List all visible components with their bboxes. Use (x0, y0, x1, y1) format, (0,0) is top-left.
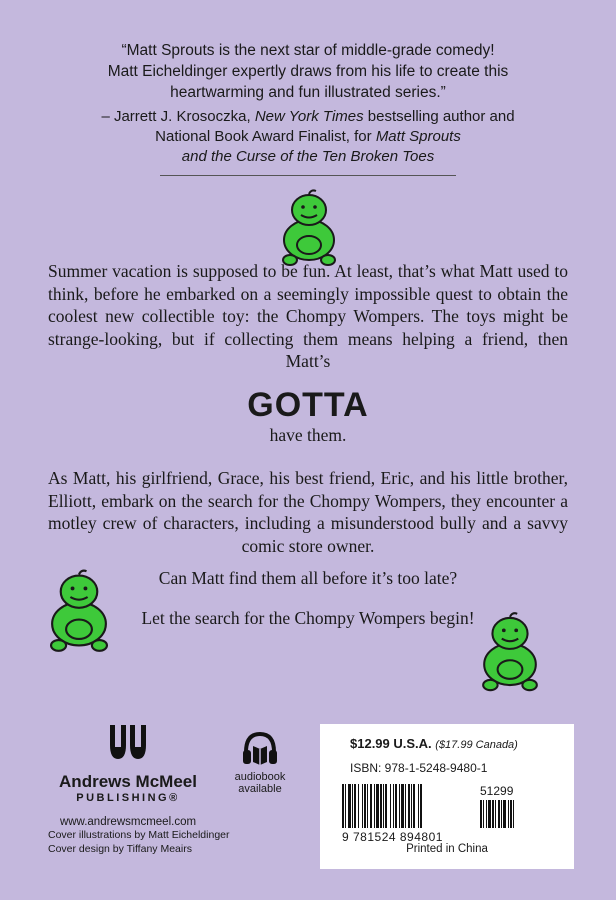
audiobook-badge (232, 728, 288, 795)
blurb-line: Can Matt find them all before it’s too late? (158, 568, 458, 588)
attribution-text: – Jarrett J. Krosoczka, (101, 108, 255, 125)
attribution-line (60, 107, 556, 127)
barcode-number: 9 781524 894801 (342, 830, 443, 844)
publisher-block (48, 725, 208, 828)
attribution-text: bestselling author and (363, 108, 515, 125)
printed-in: Printed in China (406, 843, 488, 855)
quote-line: heartwarming and fun illustrated series.” (170, 84, 446, 101)
gotta-heading: GOTTA (247, 386, 369, 424)
attribution-line (60, 147, 556, 167)
publisher-url: www.andrewsmcmeel.com (59, 816, 197, 828)
quote-line: Matt Eicheldinger expertly draws from his life to create this (107, 63, 509, 80)
blurb-paragraph: As Matt, his girlfriend, Grace, his best friend, Eric, and his little brother, Elliott, embark on the search for the Chompy Wompers, they encounter a motley crew of characters, including a misunderstood bully and a savvy comic store owner. (48, 468, 568, 556)
green-mascot-icon (278, 188, 340, 268)
divider (160, 175, 456, 176)
price-canada: ($17.99 Canada) (435, 739, 518, 751)
blurb-line: Let the search for the Chompy Wompers begin! (141, 608, 475, 628)
uu-publisher-logo-icon (108, 725, 148, 761)
publisher-sub: PUBLISHING® (76, 792, 180, 804)
credit-line: Cover illustrations by Matt Eicheldinger (48, 829, 230, 841)
barcode-addon: 51299 (480, 784, 514, 798)
audiobook-line: available (238, 783, 282, 795)
barcode-box (320, 724, 574, 869)
attribution-italic: Matt Sprouts (375, 128, 461, 145)
blurb-paragraph: Summer vacation is supposed to be fun. At least, that’s what Matt used to think, before he embarked on a seemingly impossible quest to obtain the coolest new collectible toy: the Chompy Wompers. The toys might be strange-looking, but if collecting them means helping a friend, then Matt’s (48, 261, 568, 371)
price-usa: $12.99 U.S.A. (350, 736, 432, 751)
blurb-line: have them. (269, 425, 347, 445)
quote-line: “Matt Sprouts is the next star of middle-grade comedy! (121, 42, 495, 59)
barcode-icon (342, 784, 552, 830)
endorsement-quote (60, 40, 556, 103)
attribution-italic: New York Times (254, 108, 364, 125)
attribution-italic: and the Curse of the Ten Broken Toes (181, 148, 435, 165)
publisher-name: Andrews McMeel (59, 772, 197, 791)
price (350, 736, 518, 751)
headphones-book-icon (240, 728, 280, 768)
credit-line: Cover design by Tiffany Meairs (48, 843, 192, 855)
quote-attribution (60, 107, 556, 167)
green-mascot-icon (45, 568, 113, 654)
isbn: ISBN: 978-1-5248-9480-1 (350, 761, 488, 775)
attribution-text: National Book Award Finalist, for (155, 128, 376, 145)
attribution-line (60, 127, 556, 147)
cover-credits (48, 828, 230, 856)
green-mascot-icon (478, 610, 542, 694)
audiobook-line: audiobook (234, 771, 286, 783)
